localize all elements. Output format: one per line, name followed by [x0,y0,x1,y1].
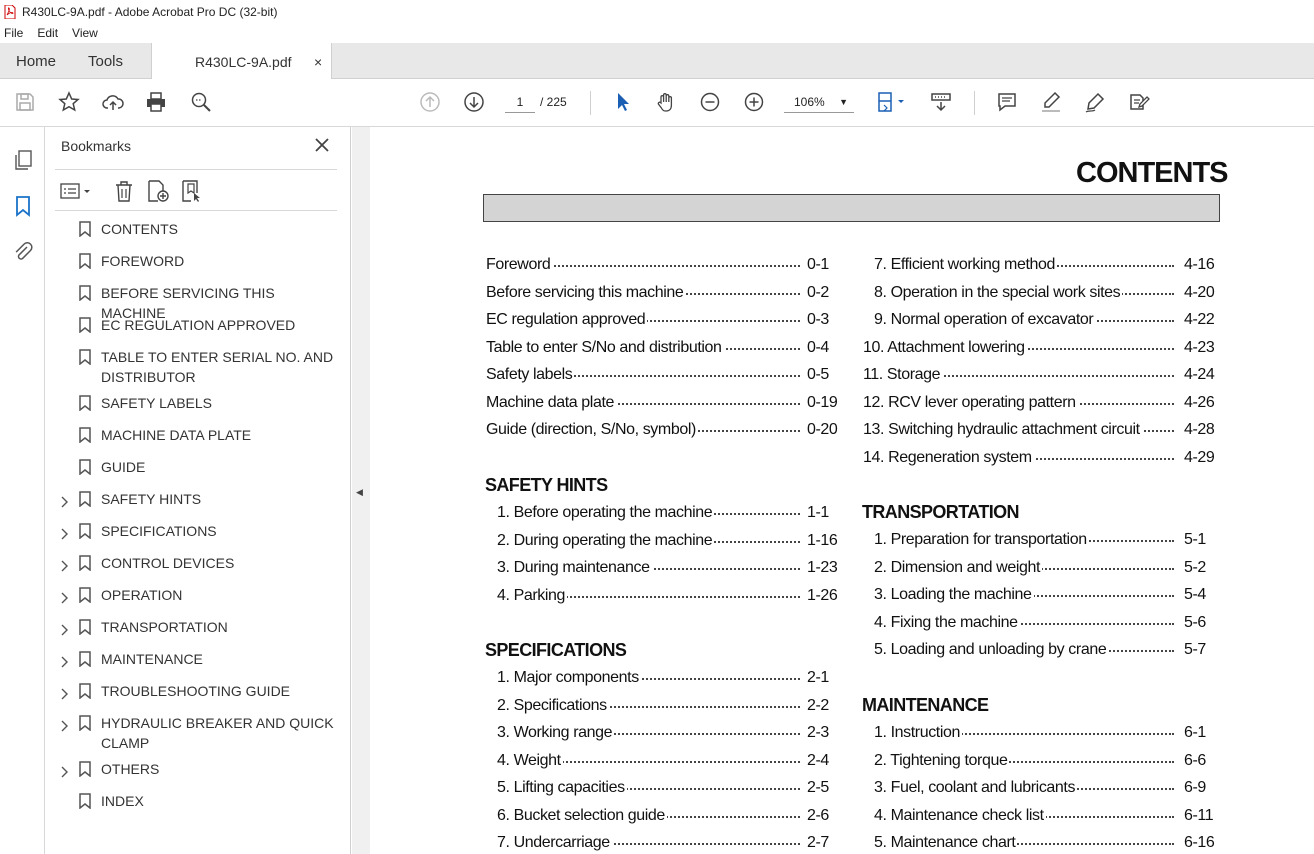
page-display-icon[interactable] [873,89,909,115]
chevron-right-icon[interactable] [59,557,69,569]
toc-entry[interactable] [874,584,1224,606]
toc-entry-page: 1-26 [807,586,838,604]
toc-entry-title: 5. Lifting capacities [497,777,627,799]
toc-entry[interactable] [874,282,1224,304]
toc-entry[interactable] [497,832,847,854]
chevron-right-icon[interactable] [59,717,69,729]
toc-entry[interactable] [863,447,1224,469]
toc-entry[interactable] [874,557,1224,579]
toc-entry-title: 4. Maintenance check list [874,805,1046,827]
comment-icon[interactable] [994,89,1020,115]
bookmark-flag-icon [79,317,91,333]
bookmark-flag-icon [79,761,91,777]
toc-entry[interactable] [497,722,847,744]
bookmark-label: MACHINE DATA PLATE [101,427,252,443]
toc-entry[interactable] [486,337,847,359]
bookmark-label: OTHERS [101,761,160,777]
toolbar-divider [974,91,975,115]
bookmark-flag-icon [79,459,91,475]
toc-entry[interactable] [497,502,847,524]
toc-entry-title: 4. Parking [497,585,567,607]
options-menu-icon[interactable] [59,179,93,203]
toc-entry-title: 1. Preparation for transportation [874,529,1089,551]
toc-entry[interactable] [874,309,1224,331]
bookmark-label: INDEX [101,793,144,809]
toc-entry[interactable] [497,805,847,827]
tab-home[interactable]: Home [16,52,57,70]
toc-entry-page: 4-20 [1184,283,1215,301]
toc-entry-page: 0-5 [807,366,829,383]
toc-entry-title: 5. Loading and unloading by crane [874,639,1108,661]
toc-entry-title: 3. Fuel, coolant and lubricants [874,777,1077,799]
tab-document-label: R430LC-9A.pdf [195,53,292,70]
toc-entry-page: 5-4 [1184,586,1206,603]
toc-entry-page: 4-16 [1184,256,1215,273]
previous-page-icon[interactable] [417,89,443,115]
bookmark-flag-icon [79,221,91,237]
toc-entry-page: 1-23 [807,559,838,576]
menu-edit[interactable]: Edit [37,26,59,40]
toc-entry-page: 0-4 [807,338,829,356]
page-title: CONTENTS [1076,157,1228,189]
toc-entry[interactable] [486,364,847,386]
toc-entry-title: 9. Normal operation of excavator [874,309,1095,331]
toc-entry[interactable] [874,805,1224,827]
toc-section-heading: TRANSPORTATION [862,502,1019,522]
chevron-right-icon[interactable] [59,493,69,505]
bookmarks-panel [45,127,351,854]
toc-entry-title: 12. RCV lever operating pattern [863,392,1078,414]
bookmark-flag-icon [79,349,91,365]
toc-entry-page: 0-1 [807,256,829,273]
toc-entry[interactable] [874,750,1224,772]
attachments-icon[interactable] [11,240,35,264]
save-icon[interactable] [12,89,38,115]
print-icon[interactable] [143,89,169,115]
toc-entry-title: Machine data plate [486,392,616,414]
toc-entry-page: 0-2 [807,283,829,301]
bookmark-flag-icon [79,683,91,699]
toc-entry-title: 4. Weight [497,750,563,772]
toc-entry-page: 6-1 [1184,724,1206,741]
toc-entry-title: 2. Tightening torque [874,750,1009,772]
toc-entry[interactable] [863,392,1224,414]
toc-entry[interactable] [874,722,1224,744]
bookmark-flag-icon [79,587,91,603]
toc-entry-page: 4-29 [1184,448,1215,466]
chevron-right-icon[interactable] [59,525,69,537]
toc-entry-title: 11. Storage [863,364,942,386]
toc-entry[interactable] [497,557,847,579]
chevron-right-icon[interactable] [59,653,69,665]
toc-entry[interactable] [497,530,847,552]
toc-entry[interactable] [863,364,1224,386]
zoom-out-icon[interactable] [697,89,723,115]
toc-entry-title: 10. Attachment lowering [863,337,1027,359]
toc-entry-page: 2-1 [807,669,829,686]
bookmark-flag-icon [79,285,91,301]
toc-entry-page: 2-5 [807,779,829,796]
chevron-right-icon[interactable] [59,685,69,697]
toc-section-heading: SAFETY HINTS [485,475,608,495]
toc-entry[interactable] [497,585,847,607]
scroll-mode-icon[interactable] [928,89,954,115]
toc-entry-page: 2-4 [807,751,829,769]
next-page-icon[interactable] [461,89,487,115]
toc-entry-title: Safety labels [486,364,574,386]
bookmark-flag-icon [79,793,91,809]
bookmark-label: BEFORE SERVICING THIS MACHINE [101,285,275,321]
toc-entry-title: 5. Maintenance chart [874,832,1017,854]
tab-tools[interactable]: Tools [88,52,124,70]
new-bookmark-icon[interactable] [145,179,171,203]
chevron-right-icon[interactable] [59,589,69,601]
toc-entry-page: 5-2 [1184,558,1206,576]
toc-entry-title: Table to enter S/No and distribution [486,337,724,359]
bookmark-label: TROUBLESHOOTING GUIDE [101,683,291,699]
toc-entry[interactable] [486,254,847,276]
bookmark-label: MAINTENANCE [101,651,203,667]
toc-entry-title: 7. Undercarriage [497,832,612,854]
menu-bar [0,23,1314,43]
tab-bar [0,43,1314,79]
toc-entry-title: 2. During operating the machine [497,530,714,552]
bookmark-label: HYDRAULIC BREAKER AND QUICK CLAMP [101,715,334,751]
bookmark-flag-icon [79,427,91,443]
toc-entry-title: 3. Working range [497,722,614,744]
bookmark-label: GUIDE [101,459,146,475]
page-thumbnails-icon[interactable] [11,148,35,172]
toc-entry-title: 14. Regeneration system [863,447,1034,469]
bookmark-label: FOREWORD [101,253,185,269]
toc-entry[interactable] [863,419,1224,441]
bookmark-flag-icon [79,491,91,507]
toc-entry[interactable] [486,392,847,414]
toc-entry[interactable] [874,254,1224,276]
toc-entry-title: 3. During maintenance [497,557,652,579]
delete-bookmark-icon[interactable] [111,179,137,203]
toc-entry[interactable] [874,639,1224,661]
toc-entry[interactable] [497,777,847,799]
toc-entry[interactable] [874,777,1224,799]
toc-entry-title: 2. Dimension and weight [874,557,1042,579]
bookmark-flag-icon [79,555,91,571]
bookmarks-toolbar [55,169,337,211]
toc-entry-page: 4-28 [1184,421,1215,438]
upload-cloud-icon[interactable] [100,89,126,115]
menu-file[interactable]: File [4,26,24,40]
toc-section-heading: SPECIFICATIONS [485,640,627,660]
bookmark-from-structure-icon[interactable] [179,179,205,203]
toc-entry-title: Guide (direction, S/No, symbol) [486,419,698,441]
window-title: R430LC-9A.pdf - Adobe Acrobat Pro DC (32-bit) [22,4,278,19]
toc-entry-title: 13. Switching hydraulic attachment circuit [863,419,1142,441]
bookmark-flag-icon [79,253,91,269]
pdf-file-icon [4,5,16,19]
bookmark-label: TRANSPORTATION [101,619,228,635]
toc-entry-title: 6. Bucket selection guide [497,805,667,827]
select-cursor-icon[interactable] [609,89,635,115]
toc-entry-page: 5-6 [1184,613,1206,631]
bookmark-flag-icon [79,715,91,731]
toc-entry[interactable] [486,282,847,304]
fill-sign-icon[interactable] [1126,89,1152,115]
zoom-select[interactable] [784,91,854,113]
star-icon[interactable] [56,89,82,115]
bookmark-flag-icon [79,619,91,635]
toc-entry-page: 6-16 [1184,834,1215,851]
toc-entry[interactable] [874,529,1224,551]
toc-entry-page: 6-9 [1184,779,1206,796]
bookmark-label: SAFETY LABELS [101,395,213,411]
hand-tool-icon[interactable] [653,89,679,115]
toc-entry-title: EC regulation approved [486,309,647,331]
bookmark-flag-icon [79,651,91,667]
close-icon[interactable] [313,136,331,154]
toc-entry-title: 1. Major components [497,667,641,689]
chevron-down-icon: ▼ [839,97,848,107]
toc-entry[interactable] [863,337,1224,359]
bookmark-label: SPECIFICATIONS [101,523,217,539]
toc-entry-title: 3. Loading the machine [874,584,1034,606]
toc-entry-page: 6-6 [1184,751,1206,769]
toc-section-heading: MAINTENANCE [862,695,989,715]
toc-entry-title: Before servicing this machine [486,282,685,304]
toc-entry-page: 1-16 [807,531,838,549]
tab-document[interactable] [151,43,332,80]
chevron-right-icon[interactable] [59,763,69,775]
toc-entry-title: 1. Before operating the machine [497,502,714,524]
toc-entry-title: 2. Specifications [497,695,609,717]
toc-entry[interactable] [497,750,847,772]
left-rail [0,127,45,854]
bookmark-flag-icon [79,395,91,411]
toc-entry-page: 4-22 [1184,311,1215,328]
toc-entry-title: 1. Instruction [874,722,962,744]
title-bar [0,0,1314,23]
toc-entry-title: 4. Fixing the machine [874,612,1020,634]
toc-entry[interactable] [874,612,1224,634]
bookmarks-icon[interactable] [11,194,35,218]
chevron-right-icon[interactable] [59,621,69,633]
toc-entry-page: 4-26 [1184,393,1215,411]
draw-pen-icon[interactable] [1082,89,1108,115]
bookmark-label: CONTROL DEVICES [101,555,235,571]
toc-entry-page: 0-19 [807,393,838,411]
toc-entry-title: 7. Efficient working method [874,254,1057,276]
bookmark-label: OPERATION [101,587,183,603]
page-number-input[interactable]: 1 [505,91,535,113]
toc-entry-title: 8. Operation in the special work sites [874,282,1122,304]
bookmarks-title: Bookmarks [61,138,132,154]
toolbar [0,79,1314,127]
toc-entry[interactable] [486,419,847,441]
toc-entry[interactable] [497,667,847,689]
zoom-value: 106% [794,95,825,109]
highlight-pen-icon[interactable] [1038,89,1064,115]
title-rule-bar [483,194,1220,222]
panel-collapse-handle[interactable] [352,127,370,854]
zoom-search-icon[interactable] [188,89,214,115]
chevron-left-icon: ◀ [356,487,363,497]
toc-entry-page: 4-23 [1184,338,1215,356]
toc-entry-page: 2-6 [807,806,829,824]
toc-entry-title: Foreword [486,254,552,276]
toc-entry-page: 2-7 [807,834,829,851]
zoom-in-icon[interactable] [741,89,767,115]
bookmark-label: SAFETY HINTS [101,491,202,507]
toc-entry[interactable] [497,695,847,717]
toc-entry-page: 0-20 [807,421,838,438]
bookmark-label: EC REGULATION APPROVED [101,317,296,333]
bookmark-flag-icon [79,523,91,539]
page-total: / 225 [540,95,567,109]
toc-entry-page: 2-2 [807,696,829,714]
tab-close-icon[interactable]: × [314,53,323,70]
toc-entry[interactable] [874,832,1224,854]
toc-entry-page: 6-11 [1184,806,1214,824]
toc-entry-page: 0-3 [807,311,829,328]
bookmark-label: CONTENTS [101,221,178,237]
toc-entry[interactable] [486,309,847,331]
bookmark-label: TABLE TO ENTER SERIAL NO. AND DISTRIBUTOR [101,349,334,385]
toolbar-divider [590,91,591,115]
toc-entry-page: 2-3 [807,724,829,741]
menu-view[interactable]: View [72,26,98,40]
toc-entry-page: 4-24 [1184,366,1215,383]
toc-entry-page: 1-1 [807,504,829,521]
toc-entry-page: 5-7 [1184,641,1206,658]
toc-entry-page: 5-1 [1184,531,1206,548]
